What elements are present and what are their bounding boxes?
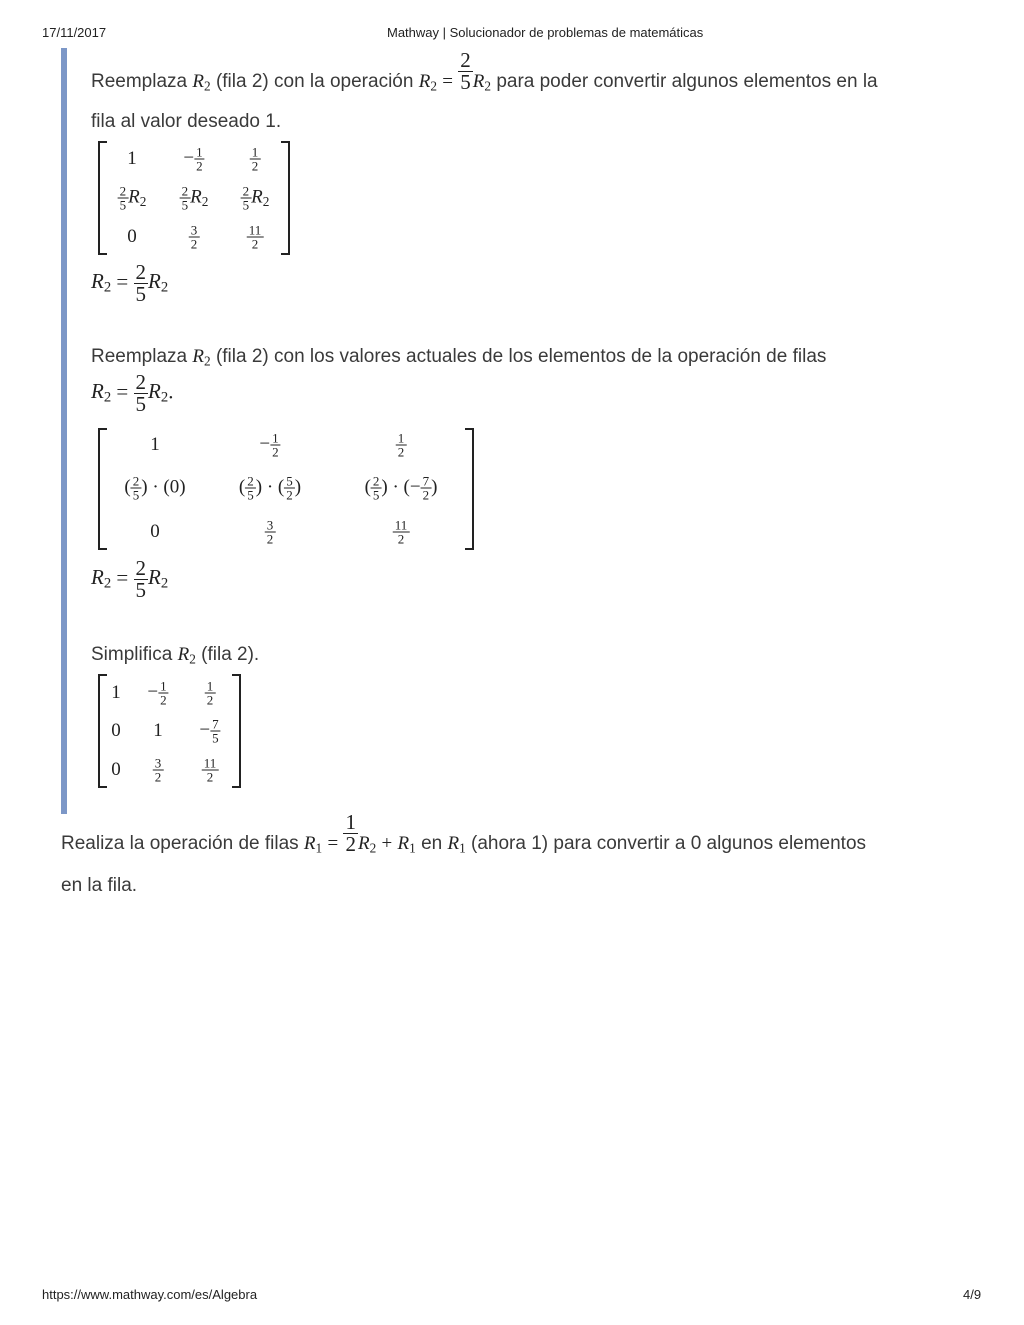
step3-text-a: Simplifica bbox=[91, 644, 173, 665]
header-date: 17/11/2017 bbox=[42, 25, 107, 40]
footer-url[interactable]: https://www.mathway.com/es/Algebra bbox=[42, 1287, 258, 1302]
footer-page-number: 4/9 bbox=[963, 1287, 982, 1302]
step1-text-b: (fila 2) con la operación bbox=[215, 71, 414, 92]
step-sidebar-bar bbox=[61, 48, 67, 814]
step3-line1: Simplifica $R_2$ (fila 2). bbox=[91, 644, 260, 667]
step4-text-b: en bbox=[421, 833, 443, 854]
step2-line1: Reemplaza $R_2$ (fila 2) con los valores actuales de los elementos de la operación de filas bbox=[91, 346, 827, 369]
step2-equation-inline: $R_2$ = $\frac{2}{5}$ $R_2$. bbox=[91, 370, 174, 416]
step1-text-a: Reemplaza bbox=[91, 71, 188, 92]
step2-equation: $R_2$ = $\frac{2}{5}$ $R_2$ bbox=[91, 556, 169, 602]
step1-line2: fila al valor deseado 1. bbox=[91, 111, 282, 132]
step1-line1: Reemplaza $R_2$ (fila 2) con la operación $R_2$ = $\frac{2}{5}$ $R_2$ para poder convertir algunos elementos en la bbox=[91, 48, 878, 95]
step3-text-b: (fila 2). bbox=[201, 644, 260, 665]
step4-line2: en la fila. bbox=[61, 875, 138, 896]
step1-text-c: para poder convertir algunos elementos en la bbox=[496, 71, 878, 92]
step4-text-a: Realiza la operación de filas bbox=[61, 833, 299, 854]
matrix-3: 1 − $\frac{1}{2}$ $\frac{1}{2}$ 0 1 − $\frac{7}{5}$ 0 $\frac{3}{2}$ $\frac{11}{2}$ bbox=[98, 674, 241, 788]
header-title: Mathway | Solucionador de problemas de matemáticas bbox=[387, 25, 704, 40]
step1-equation: $R_2$ = $\frac{2}{5}$ $R_2$ bbox=[91, 260, 169, 306]
matrix-2: 1 − $\frac{1}{2}$ $\frac{1}{2}$ ( $\frac{2}{5}$ ) · (0) ( $\frac{2}{5}$ ) · ( $\frac{5}{2}$ ) ( $\frac{2}{5}$ ) · (− $\frac{7}{2}$ ) 0 $\frac{3}{2}$ $\frac{11}{2}$ bbox=[98, 428, 474, 550]
matrix-1: 1 − $\frac{1}{2}$ $\frac{1}{2}$ $\frac{2}{5}$ $R_2$ $\frac{2}{5}$ $R_2$ $\frac{2}{5}$ $R_2$ 0 $\frac{3}{2}$ $\frac{11}{2}$ bbox=[98, 141, 290, 255]
step4-line1: Realiza la operación de filas $R_1$ = $\frac{1}{2}$ $R_2 + R_1$ en $R_1$ (ahora 1) para convertir a 0 algunos elementos bbox=[61, 810, 867, 857]
step2-text-b: (fila 2) con los valores actuales de los elementos de la operación de filas bbox=[215, 346, 827, 367]
step2-text-a: Reemplaza bbox=[91, 346, 188, 367]
step4-text-c: (ahora 1) para convertir a 0 algunos elementos bbox=[471, 833, 867, 854]
